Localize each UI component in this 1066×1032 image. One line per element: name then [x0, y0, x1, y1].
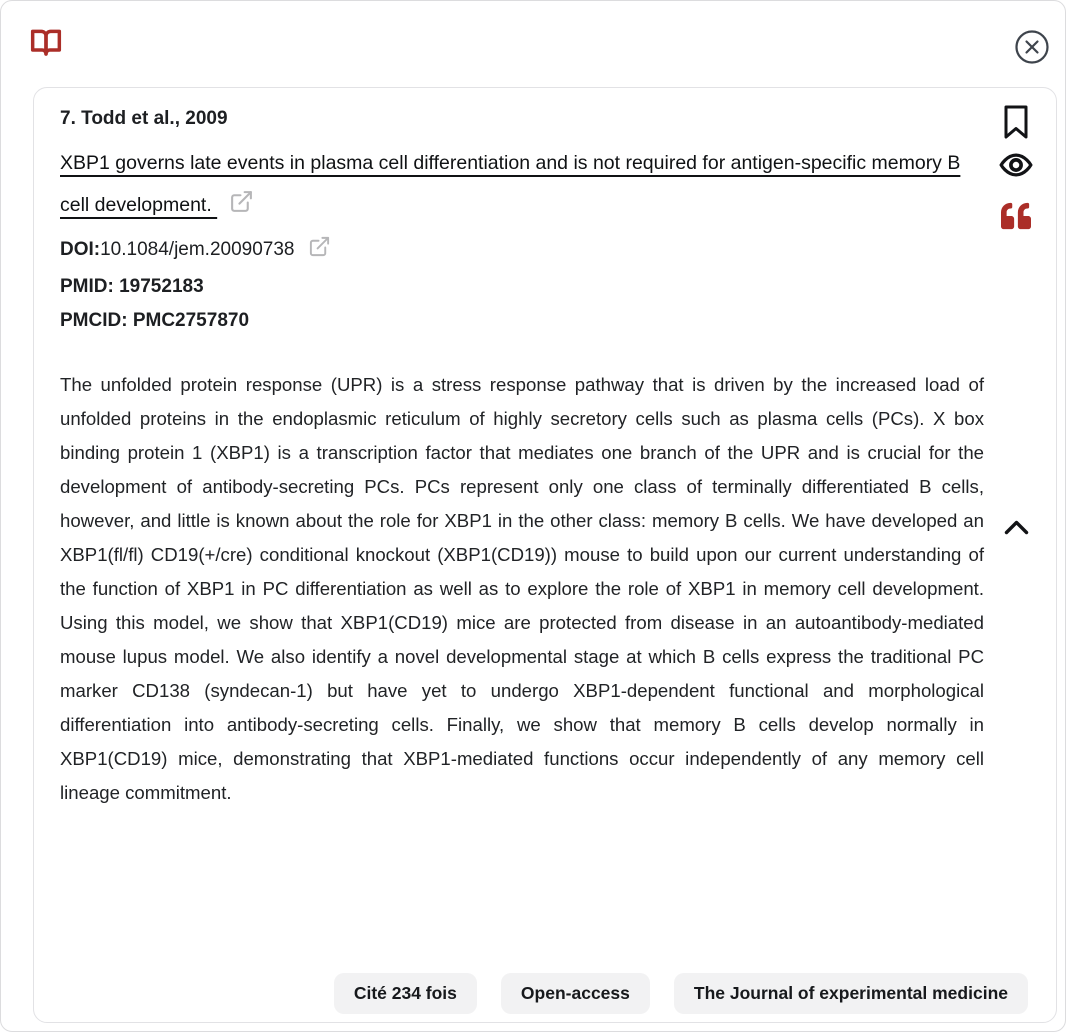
collapse-button[interactable]	[998, 510, 1034, 548]
badge-row	[334, 973, 1028, 1014]
pmcid-row	[60, 304, 984, 338]
paper-title-text: XBP1 governs late events in plasma cell differentiation and is not required for antigen-specific memory B cell development.	[60, 152, 961, 216]
chevron-up-icon	[1003, 518, 1030, 541]
doi-row	[60, 233, 984, 270]
paper-title-row	[60, 142, 984, 229]
journal-badge: The Journal of experimental medicine	[674, 973, 1028, 1014]
close-icon	[1014, 29, 1050, 68]
citation-card	[33, 87, 1057, 1023]
pmcid-label: PMCID:	[60, 310, 133, 331]
open-book-icon	[30, 26, 62, 61]
doi-value: 10.1084/jem.20090738	[100, 239, 295, 260]
eye-icon	[998, 148, 1034, 185]
citations-count-badge: Cité 234 fois	[334, 973, 477, 1014]
view-button[interactable]	[998, 147, 1034, 185]
cite-button[interactable]	[998, 198, 1034, 236]
pmcid-value: PMC2757870	[132, 310, 250, 331]
citation-content	[60, 106, 984, 810]
external-link-icon[interactable]	[229, 197, 254, 219]
pmid-value: 19752183	[119, 276, 204, 297]
bookmark-icon	[1001, 104, 1031, 143]
abstract-text: The unfolded protein response (UPR) is a stress response pathway that is driven by the increased load of unfolded proteins in the endoplasmic reticulum of highly secretory cells such as plasma cells (PCs). X box binding protein 1 (XBP1) is a transcription factor that mediates one branch of the UPR and is crucial for the development of antibody-secreting PCs. PCs represent only one class of terminally differentiated B cells, however, and little is known about the role for XBP1 in the other class: memory B cells. We have developed an XBP1(fl/fl) CD19(+/cre) conditional knockout (XBP1(CD19)) mouse to build upon our current understanding of the function of XBP1 in PC differentiation as well as to explore the role of XBP1 in memory cell development. Using this model, we show that XBP1(CD19) mice are protected from disease in an autoantibody-mediated mouse lupus model. We also identify a novel developmental stage at which B cells express the traditional PC marker CD138 (syndecan-1) but have yet to undergo XBP1-dependent functional and morphological differentiation into antibody-secreting cells. Finally, we show that memory B cells develop normally in XBP1(CD19) mice, demonstrating that XBP1-mediated functions occur independently of any memory cell lineage commitment.	[60, 374, 984, 803]
paper-title-link[interactable]	[60, 152, 960, 216]
pmid-row	[60, 270, 984, 304]
doi-label: DOI:	[60, 239, 101, 260]
book-icon-button[interactable]	[29, 26, 63, 60]
quote-icon	[1001, 201, 1031, 234]
open-access-badge: Open-access	[501, 973, 650, 1014]
pmid-label: PMID:	[60, 276, 120, 297]
doi-external-link-icon[interactable]	[303, 242, 331, 263]
bookmark-button[interactable]	[998, 104, 1034, 142]
reference-heading: 7. Todd et al., 2009	[60, 108, 228, 129]
close-button[interactable]	[1013, 29, 1051, 67]
